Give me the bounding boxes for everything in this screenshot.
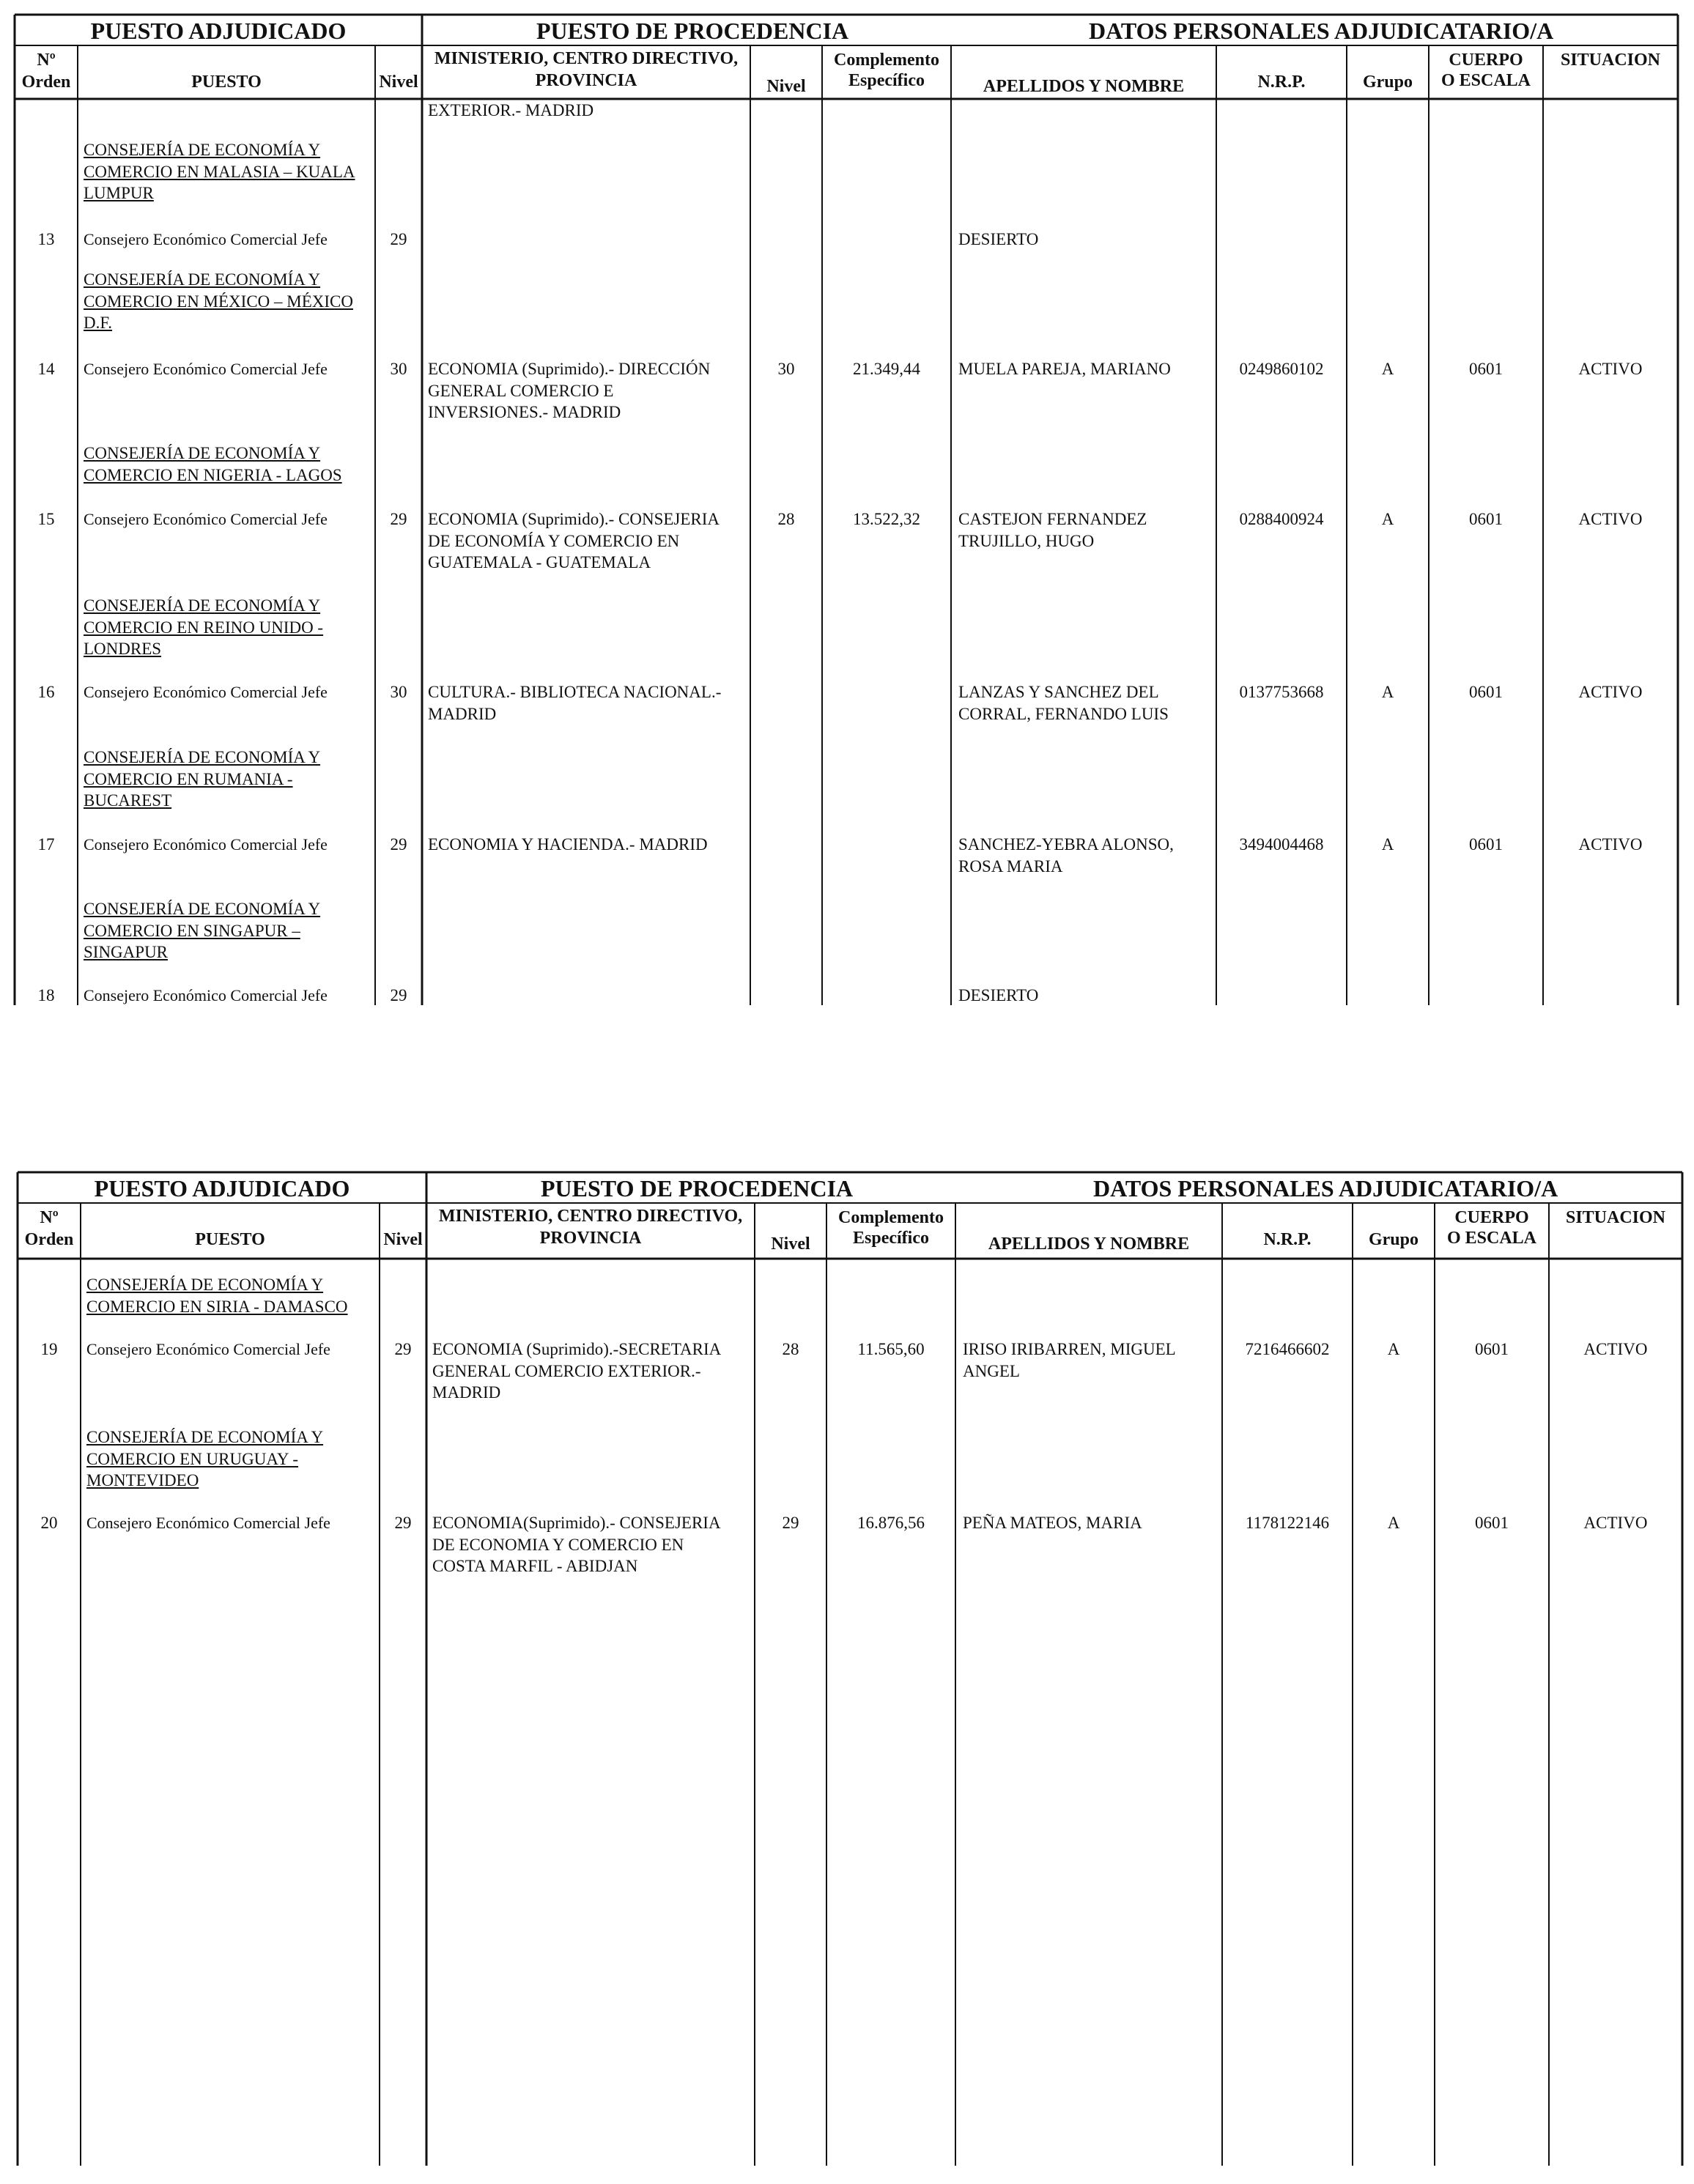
apellidos-cell: ANGEL bbox=[963, 1361, 1020, 1380]
nrp-cell: 0249860102 bbox=[1239, 360, 1324, 378]
header-datos-personales: DATOS PERSONALES ADJUDICATARIO/A bbox=[1089, 18, 1554, 44]
puesto-cell: Consejero Económico Comercial Jefe bbox=[84, 230, 328, 248]
ministerio-cell: MADRID bbox=[428, 704, 497, 723]
consejeria-heading: CONSEJERÍA DE ECONOMÍA Y bbox=[86, 1428, 324, 1446]
col-cuerpo-line2: O ESCALA bbox=[1440, 71, 1531, 90]
cuerpo-cell: 0601 bbox=[1469, 683, 1503, 701]
col-apellidos: APELLIDOS Y NOMBRE bbox=[983, 77, 1185, 96]
consejeria-heading: COMERCIO EN MÉXICO – MÉXICO bbox=[84, 292, 353, 311]
grupo-cell: A bbox=[1381, 510, 1394, 528]
header-puesto-procedencia: PUESTO DE PROCEDENCIA bbox=[541, 1175, 854, 1202]
consejeria-heading: COMERCIO EN NIGERIA - LAGOS bbox=[84, 465, 342, 484]
cuerpo-cell: 0601 bbox=[1469, 510, 1503, 528]
col-complemento-line1: Complemento bbox=[834, 51, 939, 70]
apellidos-cell: PEÑA MATEOS, MARIA bbox=[963, 1514, 1142, 1532]
situacion-cell: ACTIVO bbox=[1578, 510, 1643, 528]
orden-cell: 20 bbox=[40, 1514, 58, 1532]
consejeria-heading: BUCAREST bbox=[84, 791, 172, 810]
ministerio-cell: ECONOMIA Y HACIENDA.- MADRID bbox=[428, 835, 708, 854]
apellidos-cell: CASTEJON FERNANDEZ bbox=[958, 510, 1147, 528]
nivel-cell: 29 bbox=[390, 835, 407, 854]
puesto-cell: Consejero Económico Comercial Jefe bbox=[84, 510, 328, 528]
consejeria-heading: MONTEVIDEO bbox=[86, 1471, 199, 1489]
consejeria-heading: LONDRES bbox=[84, 640, 162, 658]
col-nivel-procedencia: Nivel bbox=[766, 77, 806, 96]
col-complemento-line2: Específico bbox=[848, 71, 925, 90]
col-cuerpo-line1: CUERPO bbox=[1454, 1208, 1529, 1227]
col-ministerio-line1: MINISTERIO, CENTRO DIRECTIVO, bbox=[438, 1207, 743, 1226]
nrp-cell: 0288400924 bbox=[1239, 510, 1324, 528]
col-nivel: Nivel bbox=[379, 73, 418, 92]
orden-cell: 18 bbox=[37, 986, 55, 1004]
ministerio-cell: GENERAL COMERCIO EXTERIOR.- bbox=[432, 1361, 701, 1380]
orden-cell: 19 bbox=[40, 1340, 58, 1358]
cuerpo-cell: 0601 bbox=[1469, 835, 1503, 854]
consejeria-heading: COMERCIO EN SINGAPUR – bbox=[84, 921, 300, 940]
col-nivel: Nivel bbox=[383, 1230, 423, 1249]
cuerpo-cell: 0601 bbox=[1475, 1340, 1509, 1358]
apellidos-cell: MUELA PAREJA, MARIANO bbox=[958, 360, 1171, 378]
col-ministerio-line2: PROVINCIA bbox=[535, 71, 637, 90]
header-puesto-adjudicado: PUESTO ADJUDICADO bbox=[94, 1175, 350, 1202]
ministerio-cell: ECONOMIA (Suprimido).-SECRETARIA bbox=[432, 1340, 722, 1358]
consejeria-heading: COMERCIO EN MALASIA – KUALA bbox=[84, 162, 355, 181]
puesto-cell: Consejero Económico Comercial Jefe bbox=[84, 360, 328, 378]
puesto-cell: Consejero Económico Comercial Jefe bbox=[84, 683, 328, 701]
situacion-cell: ACTIVO bbox=[1578, 835, 1643, 854]
ministerio-cell: MADRID bbox=[432, 1383, 501, 1402]
col-n-orden-line1: Nº bbox=[40, 1208, 59, 1227]
puesto-cell: Consejero Económico Comercial Jefe bbox=[84, 986, 328, 1004]
complemento-cell: 21.349,44 bbox=[853, 360, 920, 378]
apellidos-cell: DESIERTO bbox=[958, 986, 1039, 1004]
ministerio-cell: DE ECONOMIA Y COMERCIO EN bbox=[432, 1535, 684, 1554]
puesto-cell: Consejero Económico Comercial Jefe bbox=[86, 1340, 330, 1358]
col-situacion: SITUACION bbox=[1565, 1208, 1666, 1227]
ministerio-cell: COSTA MARFIL - ABIDJAN bbox=[432, 1557, 638, 1575]
consejeria-heading: SINGAPUR bbox=[84, 943, 169, 961]
consejeria-heading: COMERCIO EN URUGUAY - bbox=[86, 1449, 299, 1468]
col-nivel-procedencia: Nivel bbox=[771, 1234, 810, 1254]
consejeria-heading: COMERCIO EN REINO UNIDO - bbox=[84, 618, 324, 637]
situacion-cell: ACTIVO bbox=[1578, 360, 1643, 378]
nivel-cell: 30 bbox=[390, 360, 407, 378]
apellidos-cell: TRUJILLO, HUGO bbox=[958, 531, 1095, 550]
situacion-cell: ACTIVO bbox=[1578, 683, 1643, 701]
nivel-procedencia-cell: 28 bbox=[782, 1340, 799, 1358]
nivel-cell: 29 bbox=[390, 510, 407, 528]
orden-cell: 16 bbox=[37, 683, 55, 701]
consejeria-heading: CONSEJERÍA DE ECONOMÍA Y bbox=[84, 141, 321, 159]
grupo-cell: A bbox=[1387, 1514, 1400, 1532]
complemento-cell: 16.876,56 bbox=[857, 1514, 925, 1532]
nivel-cell: 29 bbox=[394, 1514, 412, 1532]
consejeria-heading: CONSEJERÍA DE ECONOMÍA Y bbox=[84, 748, 321, 766]
consejeria-heading: D.F. bbox=[84, 314, 113, 332]
cuerpo-cell: 0601 bbox=[1475, 1514, 1509, 1532]
grupo-cell: A bbox=[1381, 360, 1394, 378]
table-page-2 bbox=[0, 1158, 1694, 2184]
nivel-procedencia-cell: 29 bbox=[782, 1514, 799, 1532]
ministerio-cell: GUATEMALA - GUATEMALA bbox=[428, 553, 651, 571]
apellidos-cell: LANZAS Y SANCHEZ DEL bbox=[958, 683, 1159, 701]
col-n-orden-line2: Orden bbox=[24, 1230, 74, 1249]
puesto-cell: Consejero Económico Comercial Jefe bbox=[86, 1514, 330, 1532]
complemento-cell: 13.522,32 bbox=[853, 510, 920, 528]
header-puesto-adjudicado: PUESTO ADJUDICADO bbox=[90, 18, 347, 44]
consejeria-heading: CONSEJERÍA DE ECONOMÍA Y bbox=[84, 596, 321, 615]
complemento-cell: 11.565,60 bbox=[857, 1340, 925, 1358]
header-puesto-procedencia: PUESTO DE PROCEDENCIA bbox=[536, 18, 849, 44]
header-datos-personales: DATOS PERSONALES ADJUDICATARIO/A bbox=[1093, 1175, 1558, 1202]
col-complemento-line1: Complemento bbox=[838, 1208, 944, 1227]
ministerio-cell: ECONOMIA (Suprimido).- CONSEJERIA bbox=[428, 510, 720, 528]
col-grupo: Grupo bbox=[1368, 1230, 1419, 1249]
consejeria-heading: CONSEJERÍA DE ECONOMÍA Y bbox=[86, 1276, 324, 1294]
nrp-cell: 7216466602 bbox=[1245, 1340, 1330, 1358]
nivel-cell: 29 bbox=[390, 230, 407, 248]
nivel-cell: 30 bbox=[390, 683, 407, 701]
orden-cell: 15 bbox=[37, 510, 55, 528]
ministerio-cell: ECONOMIA (Suprimido).- DIRECCIÓN bbox=[428, 360, 711, 378]
consejeria-heading: CONSEJERÍA DE ECONOMÍA Y bbox=[84, 444, 321, 462]
grupo-cell: A bbox=[1381, 835, 1394, 854]
col-puesto: PUESTO bbox=[191, 73, 262, 92]
orden-cell: 13 bbox=[37, 230, 55, 248]
carry-over-text: EXTERIOR.- MADRID bbox=[428, 101, 594, 119]
apellidos-cell: DESIERTO bbox=[958, 230, 1039, 248]
grupo-cell: A bbox=[1381, 683, 1394, 701]
col-nrp: N.R.P. bbox=[1257, 73, 1306, 92]
col-n-orden-line1: Nº bbox=[37, 51, 56, 70]
col-situacion: SITUACION bbox=[1560, 51, 1661, 70]
col-grupo: Grupo bbox=[1362, 73, 1413, 92]
ministerio-cell: INVERSIONES.- MADRID bbox=[428, 403, 621, 421]
nivel-procedencia-cell: 28 bbox=[777, 510, 795, 528]
ministerio-cell: DE ECONOMÍA Y COMERCIO EN bbox=[428, 531, 680, 550]
consejeria-heading: CONSEJERÍA DE ECONOMÍA Y bbox=[84, 270, 321, 289]
col-nrp: N.R.P. bbox=[1263, 1230, 1312, 1249]
nrp-cell: 3494004468 bbox=[1239, 835, 1324, 854]
col-ministerio-line2: PROVINCIA bbox=[539, 1229, 642, 1248]
consejeria-heading: LUMPUR bbox=[84, 184, 154, 202]
consejeria-heading: COMERCIO EN SIRIA - DAMASCO bbox=[86, 1297, 348, 1316]
nivel-cell: 29 bbox=[390, 986, 407, 1004]
nrp-cell: 0137753668 bbox=[1239, 683, 1324, 701]
col-cuerpo-line1: CUERPO bbox=[1449, 51, 1523, 70]
col-ministerio-line1: MINISTERIO, CENTRO DIRECTIVO, bbox=[434, 49, 739, 68]
nivel-procedencia-cell: 30 bbox=[777, 360, 795, 378]
ministerio-cell: CULTURA.- BIBLIOTECA NACIONAL.- bbox=[428, 683, 722, 701]
col-apellidos: APELLIDOS Y NOMBRE bbox=[988, 1234, 1190, 1254]
ministerio-cell: GENERAL COMERCIO E bbox=[428, 381, 614, 400]
table-page-1 bbox=[0, 0, 1694, 1011]
col-complemento-line2: Específico bbox=[853, 1229, 929, 1248]
apellidos-cell: IRISO IRIBARREN, MIGUEL bbox=[963, 1340, 1176, 1358]
ministerio-cell: ECONOMIA(Suprimido).- CONSEJERIA bbox=[432, 1514, 721, 1532]
apellidos-cell: SANCHEZ-YEBRA ALONSO, bbox=[958, 835, 1174, 854]
consejeria-heading: CONSEJERÍA DE ECONOMÍA Y bbox=[84, 900, 321, 918]
nrp-cell: 1178122146 bbox=[1245, 1514, 1330, 1532]
col-cuerpo-line2: O ESCALA bbox=[1446, 1229, 1537, 1248]
consejeria-heading: COMERCIO EN RUMANIA - bbox=[84, 769, 293, 788]
apellidos-cell: ROSA MARIA bbox=[958, 856, 1063, 876]
grupo-cell: A bbox=[1387, 1340, 1400, 1358]
col-n-orden-line2: Orden bbox=[21, 73, 71, 92]
situacion-cell: ACTIVO bbox=[1583, 1340, 1648, 1358]
apellidos-cell: CORRAL, FERNANDO LUIS bbox=[958, 704, 1169, 723]
situacion-cell: ACTIVO bbox=[1583, 1514, 1648, 1532]
orden-cell: 17 bbox=[37, 835, 55, 854]
orden-cell: 14 bbox=[37, 360, 55, 378]
nivel-cell: 29 bbox=[394, 1340, 412, 1358]
cuerpo-cell: 0601 bbox=[1469, 360, 1503, 378]
col-puesto: PUESTO bbox=[195, 1230, 265, 1249]
puesto-cell: Consejero Económico Comercial Jefe bbox=[84, 835, 328, 854]
